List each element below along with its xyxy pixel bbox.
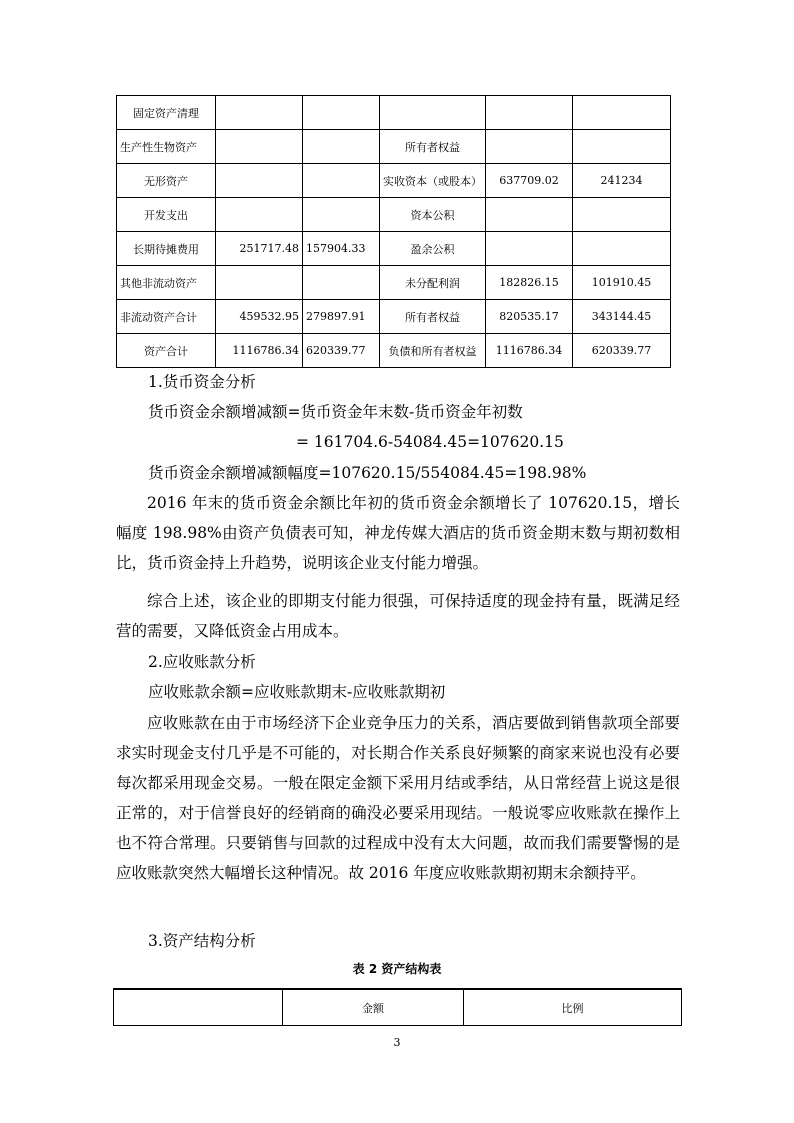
header-cell-amount: 金额 <box>283 989 464 1026</box>
table-cell: 其他非流动资产 <box>117 266 216 300</box>
table-header-row <box>114 989 682 1026</box>
table-cell: 343144.45 <box>573 300 671 334</box>
table-cell: 开发支出 <box>117 198 216 232</box>
table-cell: 251717.48 <box>216 232 303 266</box>
table-cell <box>380 96 486 130</box>
table-row <box>117 130 671 164</box>
paragraph-cash-analysis: 2016 年末的货币资金余额比年初的货币资金余额增长了 107620.15，增长幅度 198.98%由资产负债表可知，神龙传媒大酒店的货币资金期末数与期初数相比，货币资金持上升趋势，说明该企业支付能力增强。 <box>116 494 680 572</box>
table-cell <box>303 96 380 130</box>
table-row <box>117 164 671 198</box>
table-cell: 1116786.34 <box>486 334 573 368</box>
table-cell: 盈余公积 <box>380 232 486 266</box>
table-cell <box>573 130 671 164</box>
paragraph-receivables-analysis: 应收账款在由于市场经济下企业竞争压力的关系，酒店要做到销售款项全部要求实时现金支付几乎是不可能的，对长期合作关系良好频繁的商家来说也没有必要每次都采用现金交易。一般在限定金额下采用月结或季结，从日常经营上说这是很正常的，对于信誉良好的经销商的确没必要采用现结。一般说零应收账款在操作上也不符合常理。只要销售与回款的过程成中没有太大问题，故而我们需要警惕的是应收账款突然大幅增长这种情况。故 2016 年度应收账款期初期末余额持平。 <box>116 714 680 882</box>
table-cell <box>303 198 380 232</box>
table-cell: 101910.45 <box>573 266 671 300</box>
table-cell <box>216 164 303 198</box>
table-cell <box>486 96 573 130</box>
table-row <box>117 266 671 300</box>
table-cell: 620339.77 <box>573 334 671 368</box>
table-cell: 820535.17 <box>486 300 573 334</box>
section-heading-asset-structure: 3.资产结构分析 <box>148 932 256 950</box>
table-cell <box>216 198 303 232</box>
table-cell <box>303 266 380 300</box>
table-cell: 生产性生物资产 <box>117 130 216 164</box>
table-cell: 459532.95 <box>216 300 303 334</box>
table-cell: 实收资本（或股本） <box>380 164 486 198</box>
table-cell <box>573 232 671 266</box>
table-cell <box>216 130 303 164</box>
paragraph-cash-summary: 综合上述，该企业的即期支付能力很强，可保持适度的现金持有量，既满足经营的需要，又降低资金占用成本。 <box>116 592 680 640</box>
formula-receivables: 应收账款余额=应收账款期末-应收账款期初 <box>148 683 446 701</box>
table-row <box>117 300 671 334</box>
table-cell: 非流动资产合计 <box>117 300 216 334</box>
section-heading-cash: 1.货币资金分析 <box>148 373 256 391</box>
table-row <box>117 232 671 266</box>
table-cell: 未分配利润 <box>380 266 486 300</box>
table-cell <box>216 266 303 300</box>
table-cell: 长期待摊费用 <box>117 232 216 266</box>
table-cell: 资本公积 <box>380 198 486 232</box>
table-cell: 无形资产 <box>117 164 216 198</box>
table-cell: 182826.15 <box>486 266 573 300</box>
table-cell: 所有者权益 <box>380 130 486 164</box>
formula-cash-rate: 货币资金余额增减额幅度=107620.15/554084.45=198.98% <box>148 464 587 482</box>
table-cell <box>486 232 573 266</box>
header-cell-ratio: 比例 <box>464 989 682 1026</box>
page-number: 3 <box>393 1036 401 1049</box>
table-cell <box>486 130 573 164</box>
table-cell: 637709.02 <box>486 164 573 198</box>
table-cell <box>303 164 380 198</box>
table-cell: 620339.77 <box>303 334 380 368</box>
table-cell: 1116786.34 <box>216 334 303 368</box>
section-heading-receivables: 2.应收账款分析 <box>148 653 256 671</box>
table-cell <box>573 198 671 232</box>
table-cell <box>573 96 671 130</box>
table-cell <box>216 96 303 130</box>
table-row <box>117 96 671 130</box>
table-cell: 241234 <box>573 164 671 198</box>
table-cell: 157904.33 <box>303 232 380 266</box>
table-cell: 固定资产清理 <box>117 96 216 130</box>
table-cell <box>486 198 573 232</box>
formula-cash-change: 货币资金余额增减额=货币资金年末数-货币资金年初数 <box>148 403 523 421</box>
table-cell: 所有者权益 <box>380 300 486 334</box>
formula-cash-calc: = 161704.6-54084.45=107620.15 <box>296 433 564 451</box>
table-cell: 279897.91 <box>303 300 380 334</box>
asset-structure-table <box>113 988 682 1026</box>
table-cell: 资产合计 <box>117 334 216 368</box>
table-cell: 负债和所有者权益 <box>380 334 486 368</box>
header-cell-blank <box>114 989 283 1026</box>
balance-sheet-table <box>116 95 671 368</box>
table-row <box>117 334 671 368</box>
table-cell <box>303 130 380 164</box>
table-title: 表 2 资产结构表 <box>352 962 442 976</box>
table-row <box>117 198 671 232</box>
